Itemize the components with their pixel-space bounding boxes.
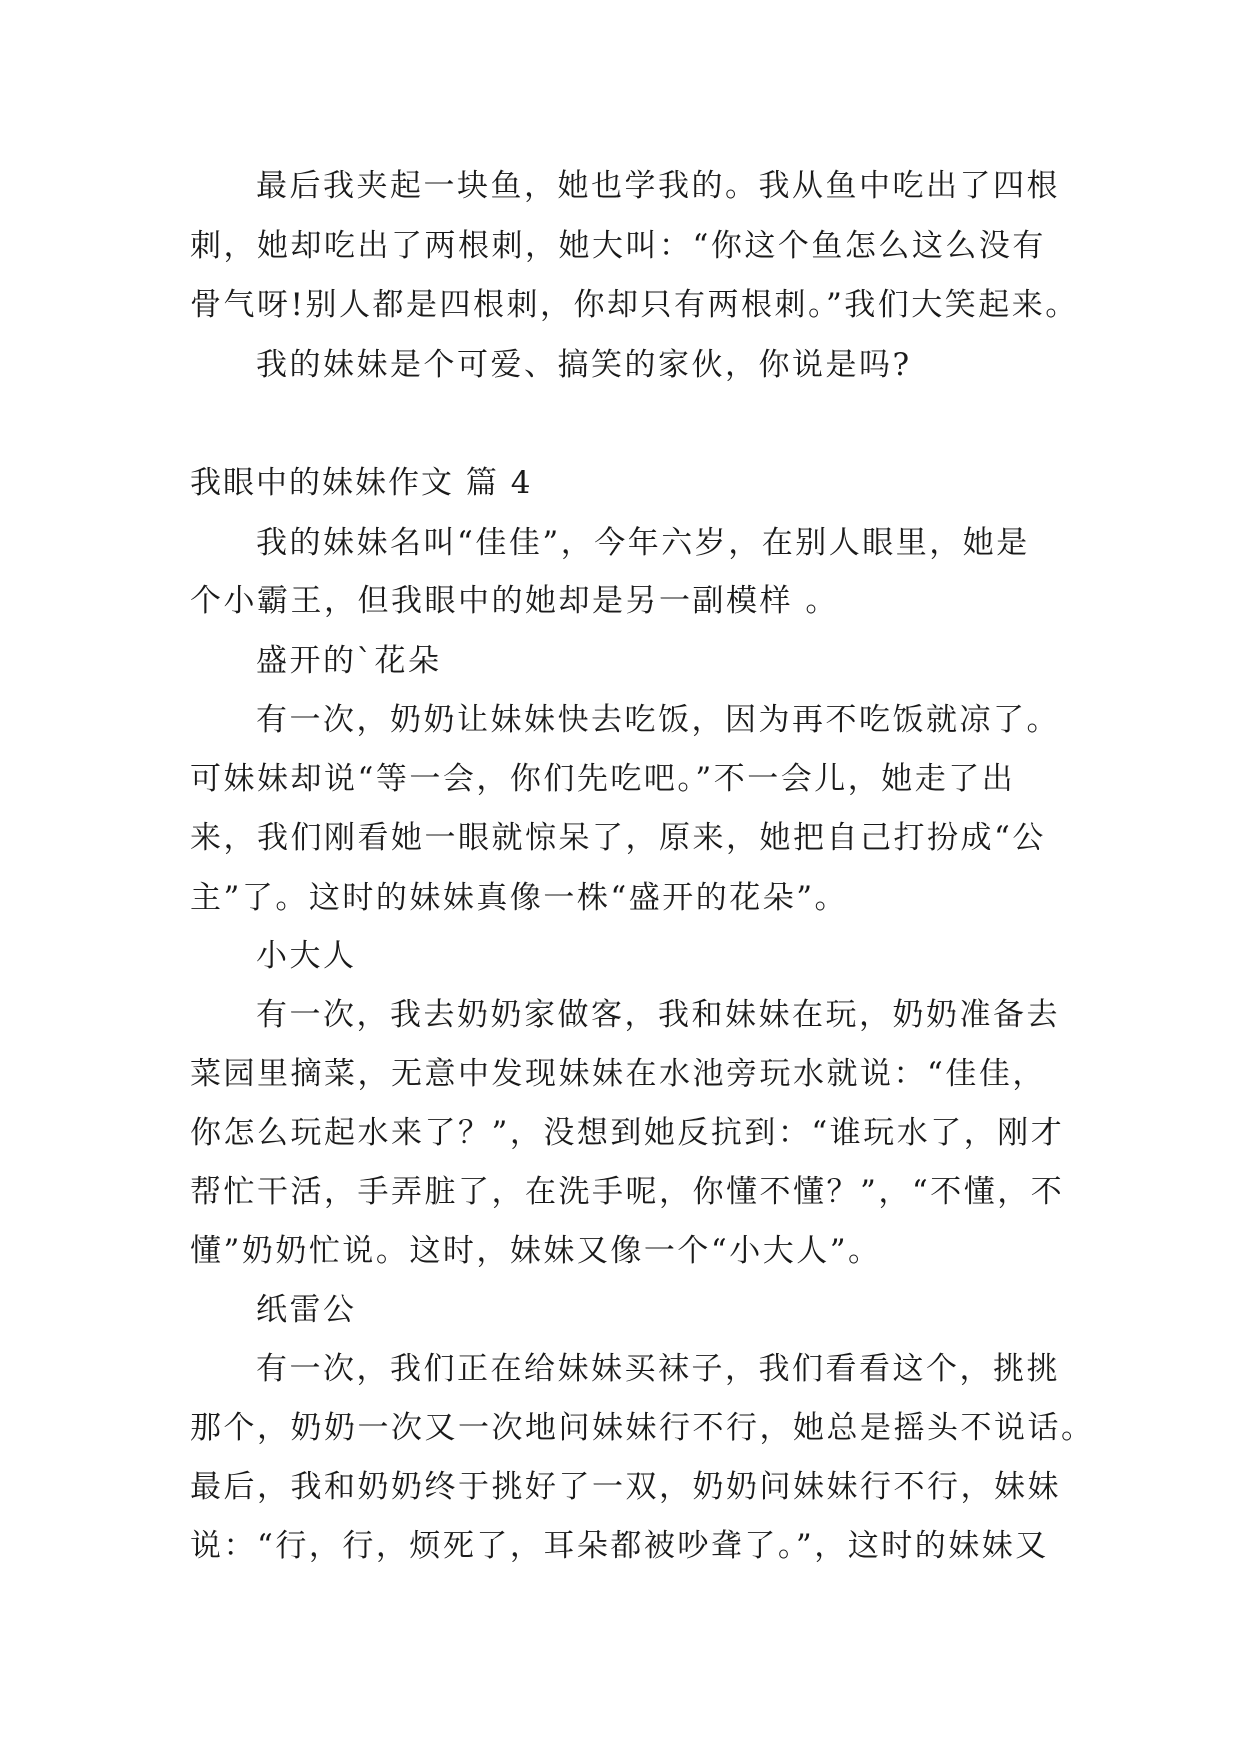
subheading-line: 盛开的`花朵: [256, 643, 442, 679]
paragraph-line: 来，我们刚看她一眼就惊呆了，原来，她把自己打扮成“公: [190, 820, 1046, 856]
paragraph-line: 刺，她却吃出了两根刺，她大叫：“你这个鱼怎么这么没有: [190, 228, 1046, 264]
paragraph-line: 懂”奶奶忙说。这时，妹妹又像一个“小大人”。: [190, 1233, 882, 1269]
section-heading: 我眼中的妹妹作文 篇 4: [190, 465, 533, 501]
subheading-line: 纸雷公: [256, 1292, 357, 1328]
paragraph-line: 最后我夹起一块鱼，她也学我的。我从鱼中吃出了四根: [256, 168, 1060, 204]
paragraph-line: 有一次，奶奶让妹妹快去吃饭，因为再不吃饭就凉了。: [256, 702, 1060, 738]
paragraph-line: 可妹妹却说“等一会，你们先吃吧。”不一会儿，她走了出: [190, 761, 1016, 797]
paragraph-line: 帮忙干活，手弄脏了，在洗手呢，你懂不懂？”，“不懂，不: [190, 1174, 1065, 1210]
paragraph-line: 主”了。这时的妹妹真像一株“盛开的花朵”。: [190, 880, 849, 916]
subheading-line: 小大人: [256, 938, 357, 974]
paragraph-line: 你怎么玩起水来了？”，没想到她反抗到：“谁玩水了，刚才: [190, 1115, 1065, 1151]
paragraph-line: 说：“行，行，烦死了，耳朵都被吵聋了。”，这时的妹妹又: [190, 1528, 1049, 1564]
paragraph-line: 我的妹妹名叫“佳佳”，今年六岁，在别人眼里，她是: [256, 525, 1030, 561]
paragraph-line: 个小霸王，但我眼中的她却是另一副模样 。: [190, 583, 839, 619]
paragraph-line: 有一次，我们正在给妹妹买袜子，我们看看这个，挑挑: [256, 1351, 1060, 1387]
paragraph-line: 我的妹妹是个可爱、搞笑的家伙，你说是吗?: [256, 347, 912, 383]
paragraph-line: 骨气呀!别人都是四根刺，你却只有两根刺。”我们大笑起来。: [190, 287, 1079, 323]
paragraph-line: 菜园里摘菜，无意中发现妹妹在水池旁玩水就说：“佳佳，: [190, 1056, 1046, 1092]
paragraph-line: 有一次，我去奶奶家做客，我和妹妹在玩，奶奶准备去: [256, 997, 1060, 1033]
paragraph-line: 最后，我和奶奶终于挑好了一双，奶奶问妹妹行不行，妹妹: [190, 1469, 1061, 1505]
paragraph-line: 那个，奶奶一次又一次地问妹妹行不行，她总是摇头不说话。: [190, 1410, 1095, 1446]
